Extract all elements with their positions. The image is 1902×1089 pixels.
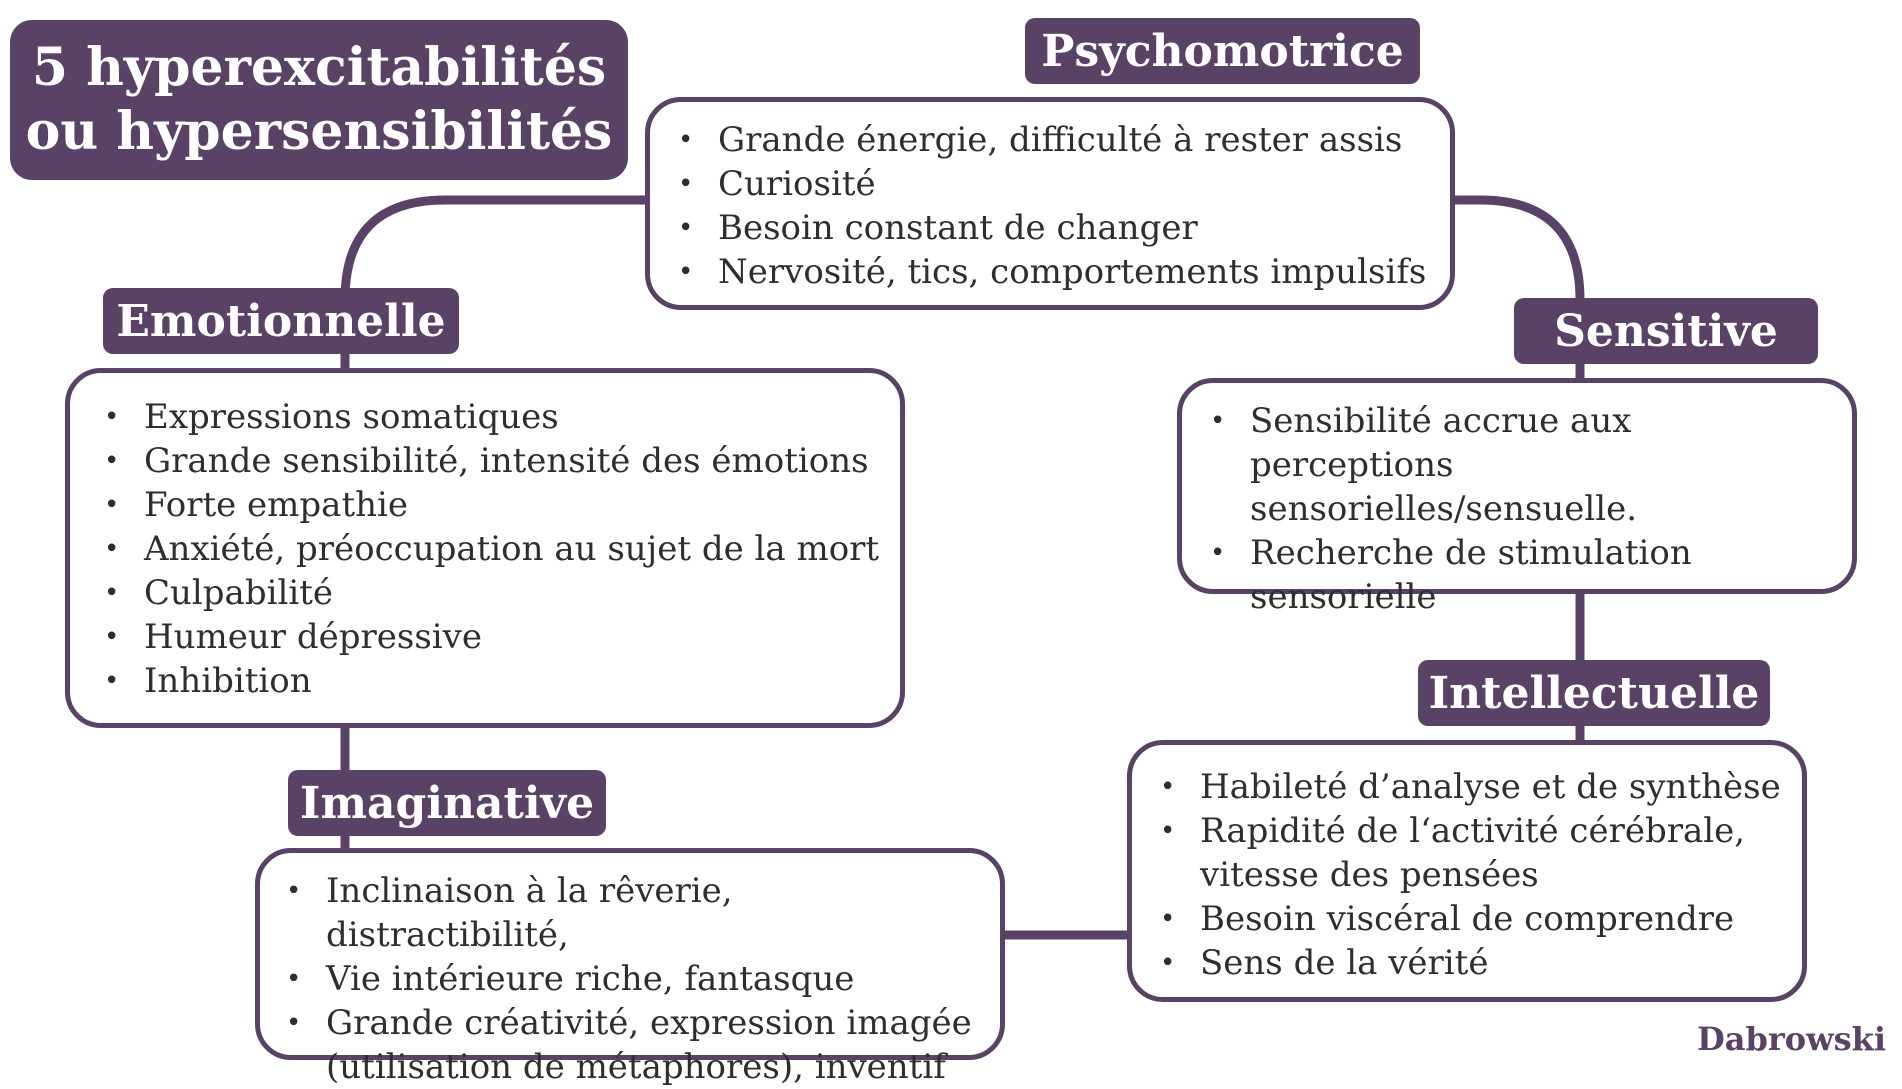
imaginative-box [255, 848, 1005, 1087]
list-item: • Humeur dépressive [102, 615, 880, 659]
psychomotrice-list [676, 118, 1430, 294]
sensitive-box [1177, 378, 1857, 617]
title-line-1: 5 hyperexcitabilités [31, 37, 607, 98]
list-item: • Inhibition [102, 659, 880, 703]
emotionnelle-label: Emotionnelle [103, 288, 459, 354]
list-item: • Sens de la vérité [1158, 941, 1788, 985]
list-item: • Rapidité de l‘activité cérébrale, vitesse des pensées [1158, 809, 1788, 897]
emotionnelle-list [102, 395, 880, 703]
connector-psychomotrice-emotionnelle [345, 200, 645, 300]
psychomotrice-label: Psychomotrice [1025, 18, 1420, 84]
diagram-title [10, 20, 628, 180]
list-item: • Anxiété, préoccupation au sujet de la mort [102, 527, 880, 571]
psychomotrice-box [645, 97, 1455, 310]
imaginative-list [284, 869, 986, 1089]
connector-psychomotrice-sensitive [1455, 200, 1580, 300]
list-item: • Grande créativité, expression imagée (utilisation de métaphores), inventif [284, 1001, 986, 1089]
list-item: • Forte empathie [102, 483, 880, 527]
emotionnelle-box [65, 368, 905, 728]
intellectuelle-list [1158, 765, 1788, 985]
sensitive-label: Sensitive [1514, 298, 1818, 364]
list-item: • Besoin constant de changer [676, 206, 1430, 250]
title-line-2: ou hypersensibilités [25, 101, 613, 162]
list-item: • Expressions somatiques [102, 395, 880, 439]
list-item: • Grande énergie, difficulté à rester assis [676, 118, 1430, 162]
list-item: • Besoin viscéral de comprendre [1158, 897, 1788, 941]
list-item: • Curiosité [676, 162, 1430, 206]
list-item: • Vie intérieure riche, fantasque [284, 957, 986, 1001]
list-item: • Recherche de stimulation sensorielle [1208, 531, 1838, 619]
author-credit: Dabrowski [1697, 1020, 1886, 1058]
list-item: • Culpabilité [102, 571, 880, 615]
imaginative-label: Imaginative [288, 770, 606, 836]
list-item: • Nervosité, tics, comportements impulsifs [676, 250, 1430, 294]
list-item: • Sensibilité accrue aux perceptions sensorielles/sensuelle. [1208, 399, 1838, 531]
list-item: • Grande sensibilité, intensité des émotions [102, 439, 880, 483]
list-item: • Habileté d’analyse et de synthèse [1158, 765, 1788, 809]
intellectuelle-box [1127, 740, 1807, 1002]
list-item: • Inclinaison à la rêverie, distractibilité, [284, 869, 986, 957]
sensitive-list [1208, 399, 1838, 619]
intellectuelle-label: Intellectuelle [1418, 660, 1770, 726]
